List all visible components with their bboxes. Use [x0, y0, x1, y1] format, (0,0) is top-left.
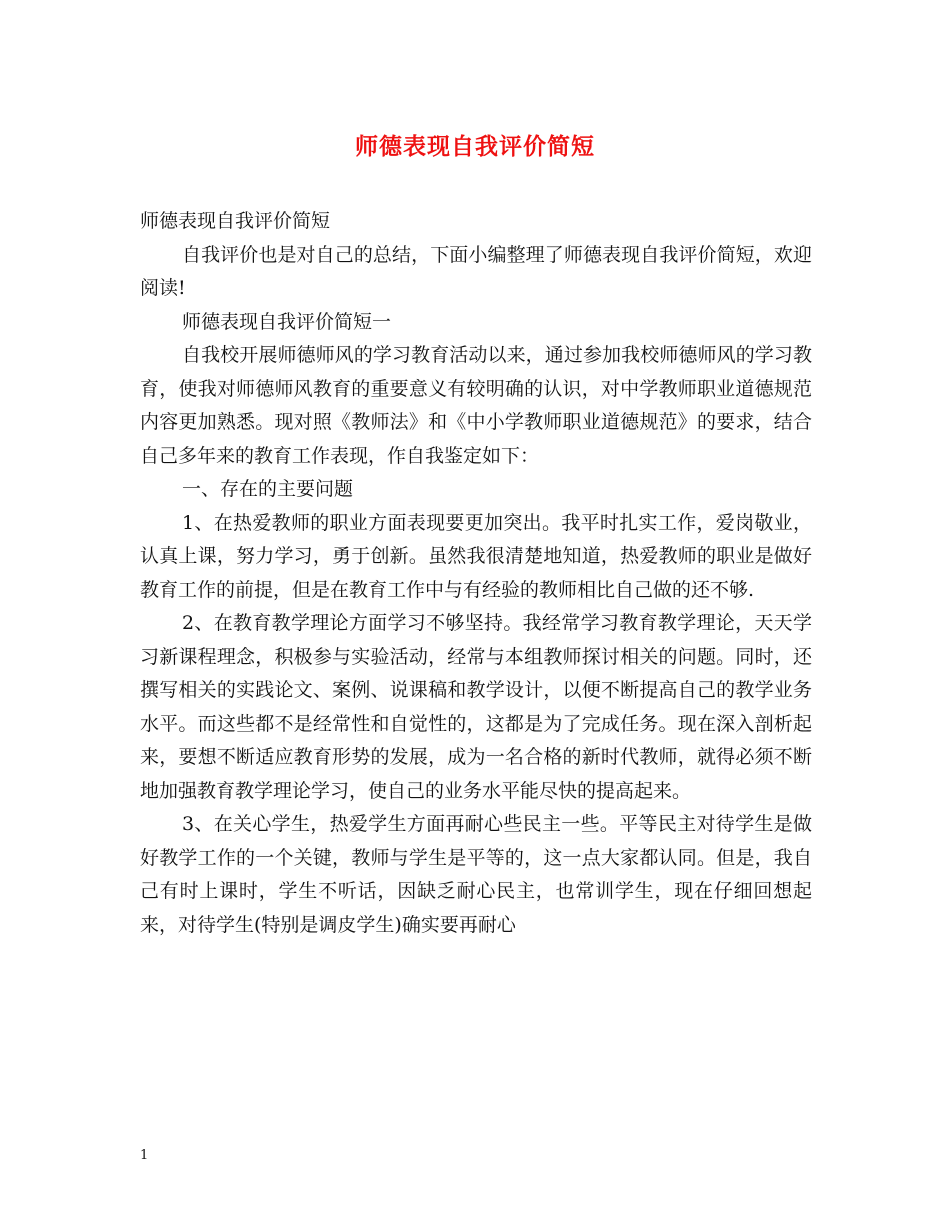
document-subtitle: 师德表现自我评价简短	[140, 210, 331, 232]
intro-paragraph: 自我评价也是对自己的总结，下面小编整理了师德表现自我评价简短，欢迎阅读!	[140, 243, 812, 299]
section-heading: 师德表现自我评价简短一	[182, 310, 392, 333]
body-paragraph: 2、在教育教学理论方面学习不够坚持。我经常学习教育教学理论，天天学习新课程理念，积极参与实验活动，经常与本组教师探讨相关的问题。同时，还撰写相关的实践论文、案例、说课稿和教学设计，以便不断提高自己的教学业务水平。而这些都不是经常性和自觉性的，这都是为了完成任务。现在深入剖析起来，要想不断适应教育形势的发展，成为一名合格的新时代教师，就得必须不断地加强教育教学理论学习，使自己的业务水平能尽快的提高起来。	[140, 612, 812, 802]
document-title: 师德表现自我评价简短	[355, 133, 595, 160]
body-paragraph: 1、在热爱教师的职业方面表现要更加突出。我平时扎实工作，爱岗敬业，认真上课，努力学习，勇于创新。虽然我很清楚地知道，热爱教师的职业是做好教育工作的前提，但是在教育工作中与有经验的教师相比自己做的还不够.	[140, 511, 812, 601]
body-paragraph: 3、在关心学生，热爱学生方面再耐心些民主一些。平等民主对待学生是做好教学工作的一个关键，教师与学生是平等的，这一点大家都认同。但是，我自己有时上课时，学生不听话，因缺乏耐心民主，也常训学生，现在仔细回想起来，对待学生(特别是调皮学生)确实要再耐心	[140, 813, 812, 936]
document-body	[140, 205, 812, 942]
page-number: 1	[140, 1148, 149, 1163]
problems-heading: 一、存在的主要问题	[182, 478, 354, 500]
body-paragraph: 自我校开展师德师风的学习教育活动以来，通过参加我校师德师风的学习教育，使我对师德师风教育的重要意义有较明确的认识，对中学教师职业道德规范内容更加熟悉。现对照《教师法》和《中小学教师职业道德规范》的要求，结合自己多年来的教育工作表现，作自我鉴定如下：	[140, 344, 812, 467]
